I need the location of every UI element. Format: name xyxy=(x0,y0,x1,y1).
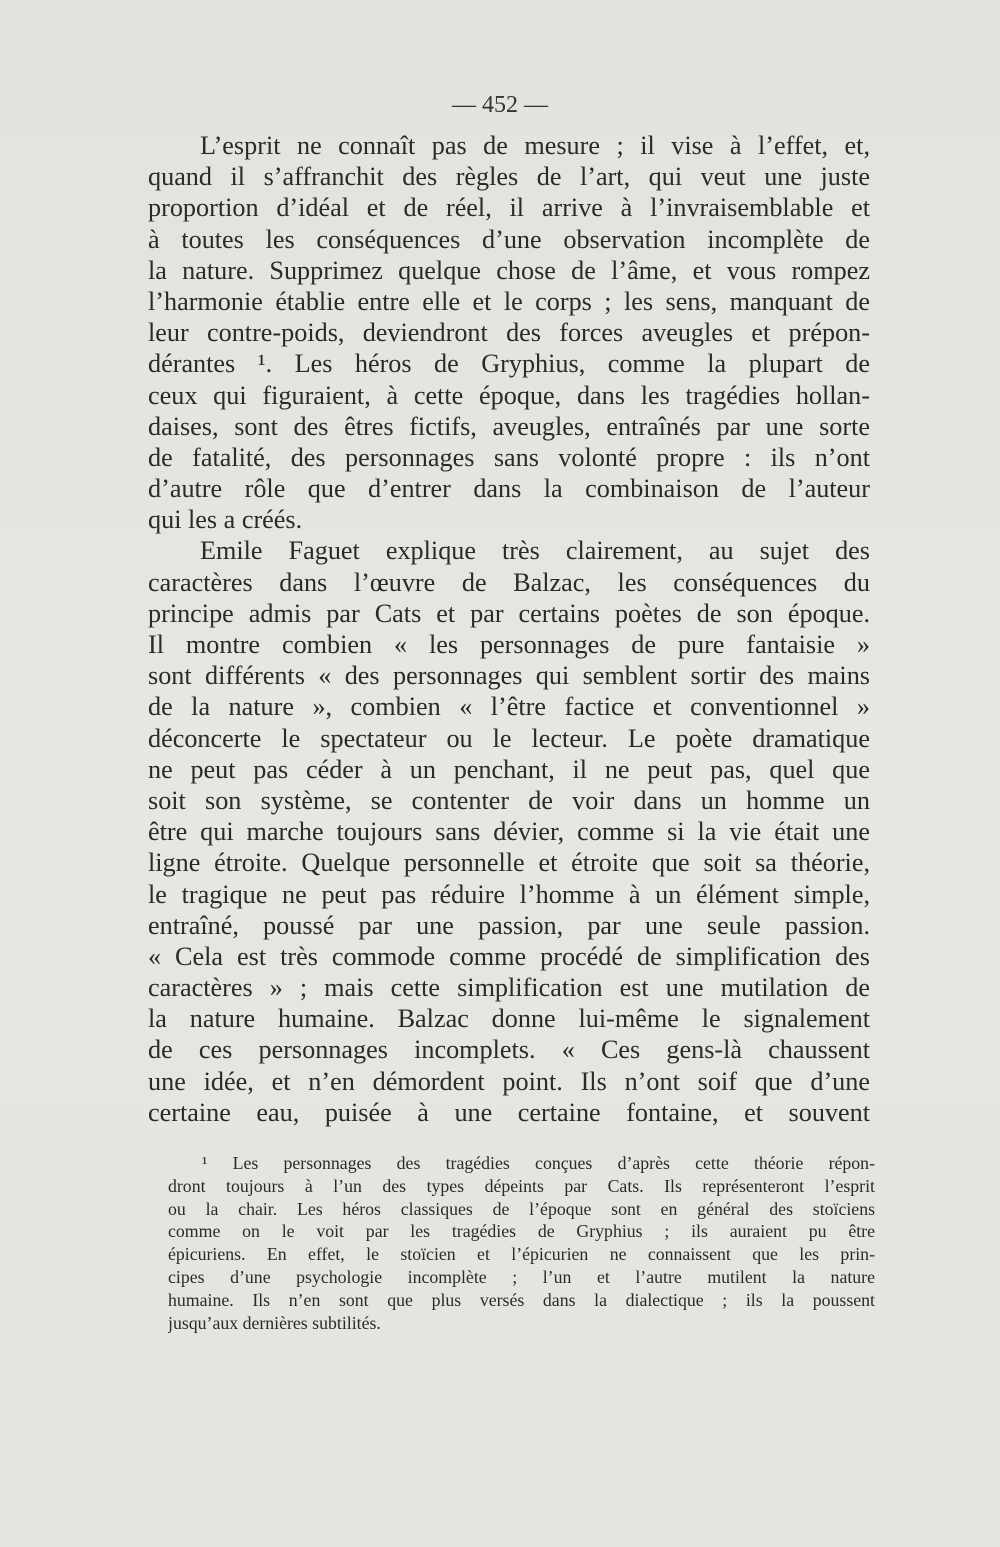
text-line: de fatalité, des personnages sans volonté propre : ils n’ont xyxy=(148,442,870,472)
text-line: une idée, et n’en démordent point. Ils n’ont soif que d’une xyxy=(148,1066,870,1096)
text-line: proportion d’idéal et de réel, il arrive à l’invraisemblable et xyxy=(148,193,870,223)
text-line: daises, sont des êtres fictifs, aveugles, entraînés par une sorte xyxy=(148,411,870,441)
page-number: — 452 — xyxy=(452,92,548,118)
text-line: quand il s’affranchit des règles de l’art, qui veut une juste xyxy=(148,162,870,192)
text-line: à toutes les conséquences d’une observation incomplète de xyxy=(148,224,870,254)
text-line: le tragique ne peut pas réduire l’homme à un élément simple, xyxy=(148,879,870,909)
footnote-line: ou la chair. Les héros classiques de l’époque sont en général des stoïciens xyxy=(168,1198,875,1219)
text-line: dérantes ¹. Les héros de Gryphius, comme la plupart de xyxy=(148,349,870,379)
text-line: déconcerte le spectateur ou le lecteur. Le poète dramatique xyxy=(148,723,870,753)
text-line: Il montre combien « les personnages de pure fantaisie » xyxy=(148,630,870,659)
text-line: « Cela est très commode comme procédé de simplification des xyxy=(148,941,870,971)
footnote-line: jusqu’aux dernières subtilités. xyxy=(168,1312,381,1333)
footnote-line: comme on le voit par les tragédies de Gryphius ; ils auraient pu être xyxy=(168,1221,875,1242)
footnote-line: cipes d’une psychologie incomplète ; l’un et l’autre mutilent la nature xyxy=(168,1266,875,1287)
text-line: ne peut pas céder à un penchant, il ne peut pas, quel que xyxy=(148,754,870,784)
text-line: ligne étroite. Quelque personnelle et étroite que soit sa théorie, xyxy=(148,848,870,878)
text-line: L’esprit ne connaît pas de mesure ; il vise à l’effet, et, xyxy=(200,131,870,160)
footnote-line: épicuriens. En effet, le stoïcien et l’épicurien ne connaissent que les prin- xyxy=(168,1244,875,1265)
text-line: soit son système, se contenter de voir dans un homme un xyxy=(148,785,870,815)
text-line: l’harmonie établie entre elle et le corps ; les sens, manquant de xyxy=(148,286,870,316)
text-line: leur contre-poids, deviendront des forces aveugles et prépon- xyxy=(148,318,870,348)
text-line: d’autre rôle que d’entrer dans la combinaison de l’auteur xyxy=(148,474,870,504)
text-line: Emile Faguet explique très clairement, au sujet des xyxy=(200,536,870,566)
text-line: la nature. Supprimez quelque chose de l’âme, et vous rompez xyxy=(148,255,870,285)
text-line: caractères dans l’œuvre de Balzac, les conséquences du xyxy=(148,567,870,597)
footnote-line: humaine. Ils n’en sont que plus versés dans la dialectique ; ils la poussent xyxy=(168,1289,875,1310)
text-line: de ces personnages incomplets. « Ces gens-là chaussent xyxy=(148,1035,870,1065)
footnote-line: ¹ Les personnages des tragédies conçues d’après cette théorie répon- xyxy=(202,1153,875,1173)
text-line: la nature humaine. Balzac donne lui-même le signalement xyxy=(148,1004,870,1034)
footnote xyxy=(168,1152,875,1334)
text-line: principe admis par Cats et par certains poètes de son époque. xyxy=(148,598,870,628)
text-line: caractères » ; mais cette simplification est une mutilation de xyxy=(148,973,870,1003)
body-text xyxy=(148,130,870,1128)
footnote-line: dront toujours à l’un des types dépeints par Cats. Ils représenteront l’esprit xyxy=(168,1175,875,1196)
text-line: qui les a créés. xyxy=(148,505,303,535)
text-line: sont différents « des personnages qui semblent sortir des mains xyxy=(148,661,870,691)
text-line: ceux qui figuraient, à cette époque, dans les tragédies hollan- xyxy=(148,380,870,410)
text-line: certaine eau, puisée à une certaine fontaine, et souvent xyxy=(148,1097,870,1127)
text-line: entraîné, poussé par une passion, par une seule passion. xyxy=(148,910,870,940)
text-line: être qui marche toujours sans dévier, comme si la vie était une xyxy=(148,817,870,847)
text-line: de la nature », combien « l’être factice et conventionnel » xyxy=(148,692,870,722)
